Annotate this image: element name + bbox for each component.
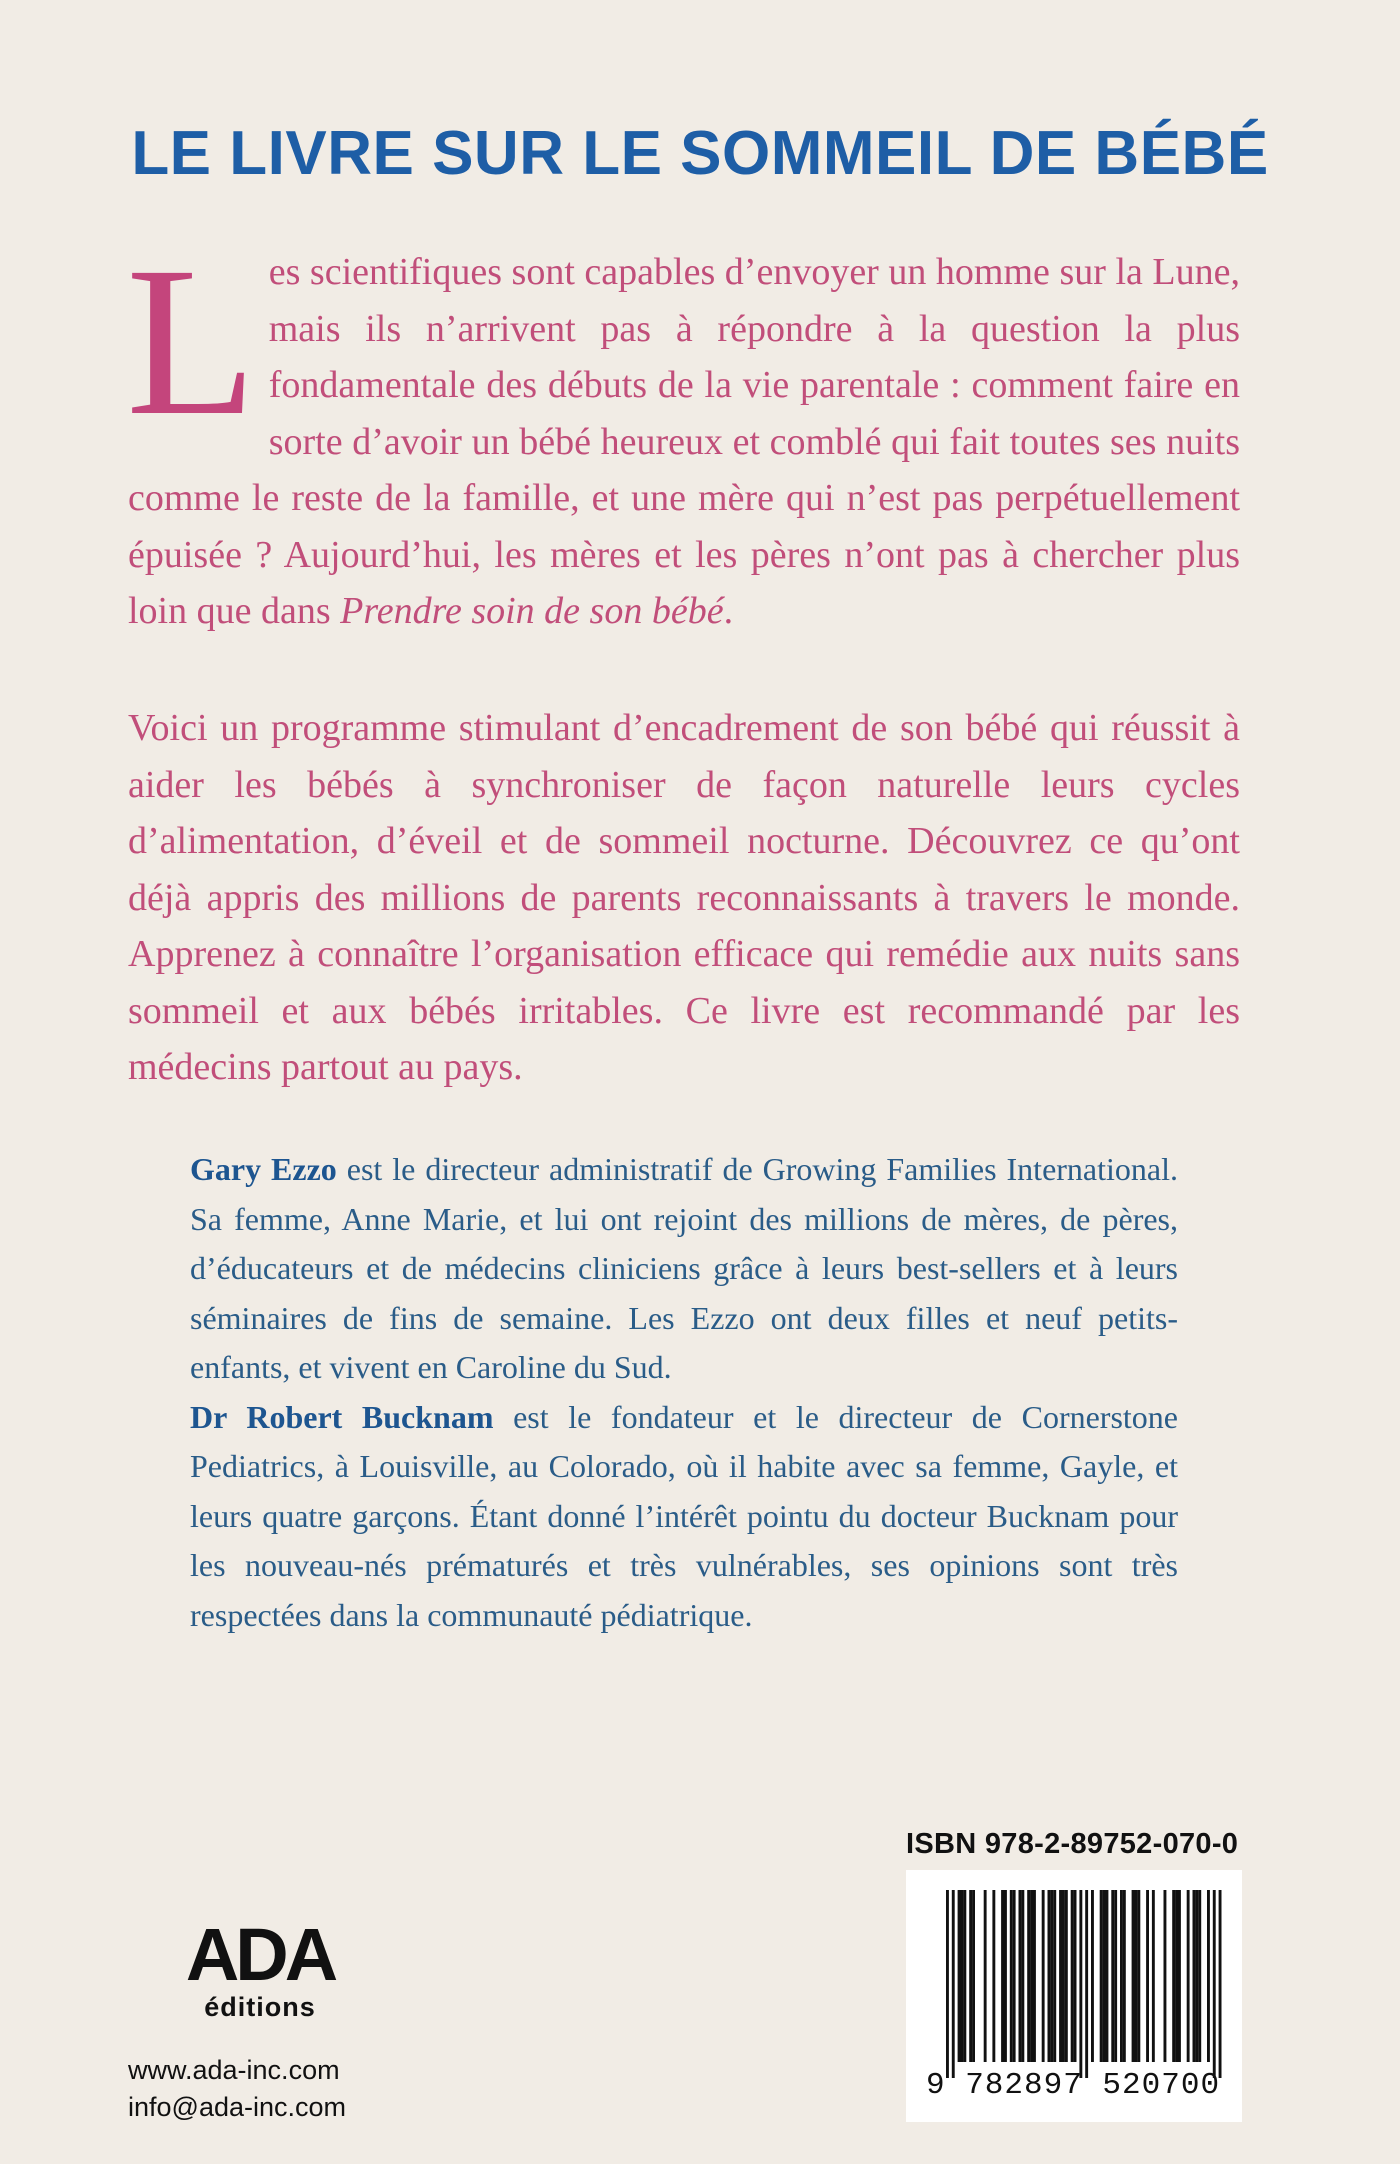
barcode-bar — [1074, 1890, 1077, 2062]
barcode-bar — [984, 1890, 987, 2062]
intro-text-end: . — [723, 590, 734, 632]
drop-cap: L — [126, 223, 257, 460]
barcode-bar — [1132, 1890, 1135, 2062]
barcode-bar — [1187, 1890, 1190, 2062]
barcode-bar — [1030, 1890, 1033, 2062]
barcode-bar — [1146, 1890, 1149, 2062]
barcode-bar — [1111, 1890, 1114, 2062]
author2-bio-text: est le fondateur et le directeur de Cornerstone Pediatrics, à Louisville, au Colorado, où il habite avec sa femme, Gayle, et leurs quatre garçons. Étant donné l’intérêt pointu du docteur Bucknam pour les nouveau-nés prématurés et très vulnérables, ses opinions sont très respectées dans la communauté pédiatrique. — [190, 1398, 1179, 1633]
publisher-email: info@ada-inc.com — [128, 2092, 347, 2122]
program-paragraph: Voici un programme stimulant d’encadrement de son bébé qui réussit à aider les bébés à synchroniser de façon naturelle leurs cycles d’alimentation, d’éveil et de sommeil nocturne. Découvrez ce qu’ont déjà appris des millions de parents reconnaissants à travers le monde. Apprenez à connaître l’organisation efficace qui remédie aux nuits sans sommeil et aux bébés irritables. Ce livre est recommandé par les médecins partout au pays. — [128, 707, 1240, 1088]
barcode-bar — [963, 1890, 966, 2062]
author1-name: Gary Ezzo — [190, 1151, 337, 1187]
barcode-digits: 9 782897 520700 — [926, 2068, 1221, 2103]
barcode-bar — [1013, 1890, 1016, 2062]
barcode-bar — [1103, 1890, 1106, 2062]
barcode-bar — [1114, 1890, 1117, 2062]
isbn-label: ISBN 978-2-89752-070-0 — [906, 1828, 1239, 1860]
author-bio — [190, 1145, 1178, 1640]
barcode-bar — [1178, 1890, 1181, 2062]
barcode-bar — [961, 1890, 964, 2062]
barcode-bar — [1213, 1890, 1216, 2078]
barcode-bar — [1059, 1890, 1062, 2062]
barcode-bar — [1085, 1890, 1088, 2078]
barcode-bar — [1152, 1890, 1155, 2062]
barcode-bar — [1172, 1890, 1175, 2062]
barcode-bar — [952, 1890, 955, 2078]
intro-text: es scientifiques sont capables d’envoyer un homme sur la Lune, mais ils n’arrivent pas à répondre à la question la plus fondamentale des débuts de la vie parentale : comment faire en sorte d’avoir un bébé heureux et comblé qui fait toutes ses nuits comme le reste de la famille, et une mère qui n’est pas perpétuellement épuisée ? Aujourd’hui, les mères et les pères n’ont pas à chercher plus loin que dans — [128, 251, 1240, 632]
barcode-bar — [1195, 1890, 1198, 2062]
barcode-bar — [1021, 1890, 1024, 2062]
barcode-bar — [1123, 1890, 1126, 2062]
barcode-bar — [1193, 1890, 1196, 2062]
barcode-bar — [1065, 1890, 1068, 2062]
barcode-bar — [1164, 1890, 1167, 2062]
barcode-bar — [1050, 1890, 1053, 2062]
barcode-bar — [1137, 1890, 1140, 2062]
barcode-bar — [1062, 1890, 1065, 2062]
barcode-bar — [1100, 1890, 1103, 2062]
publisher-website: www.ada-inc.com — [128, 2055, 340, 2085]
barcode-bar — [1219, 1890, 1222, 2078]
barcode-bar — [1042, 1890, 1045, 2062]
barcode-bar — [1033, 1890, 1036, 2062]
book-reference-italic: Prendre soin de son bébé — [340, 590, 724, 632]
barcode-bar — [1175, 1890, 1178, 2062]
barcode-bar — [969, 1890, 972, 2062]
author2-name: Dr Robert Bucknam — [190, 1398, 494, 1435]
barcode-bar — [958, 1890, 961, 2062]
barcode-bar — [1079, 1890, 1082, 2078]
barcode-bar — [1053, 1890, 1056, 2062]
barcode-bar — [992, 1890, 995, 2062]
barcode-bar — [1019, 1890, 1022, 2062]
barcode-bar — [1207, 1890, 1210, 2062]
barcode-bar — [1120, 1890, 1123, 2062]
publisher-logo-subtext: éditions — [204, 1992, 316, 2022]
publisher-logo — [180, 1913, 340, 2048]
barcode-bar — [1001, 1890, 1004, 2062]
book-title: LE LIVRE SUR LE SOMMEIL DE BÉBÉ — [131, 119, 1269, 188]
barcode-bar — [972, 1890, 975, 2062]
barcode-bar — [1198, 1890, 1201, 2062]
author1-bio-text: est le directeur administratif de Growing Families International. Sa femme, Anne Marie, et lui ont rejoint des millions de mères, de pères, d’éducateurs et de médecins cliniciens grâce à leurs best-sellers et à leurs séminaires de fins de semaine. Les Ezzo ont deux filles et neuf petits-enfants, et vivent en Caroline du Sud. — [190, 1151, 1179, 1385]
barcode-bar — [1048, 1890, 1051, 2062]
barcode-bar — [1135, 1890, 1138, 2062]
barcode-bar — [1004, 1890, 1007, 2062]
barcode-bar — [1027, 1890, 1030, 2062]
barcode-bar — [1010, 1890, 1013, 2062]
barcode-bar — [1091, 1890, 1094, 2062]
barcode — [906, 1870, 1242, 2122]
publisher-logo-text: ADA — [185, 1913, 335, 1996]
barcode-bar — [1071, 1890, 1074, 2062]
barcode-bar — [1106, 1890, 1109, 2062]
intro-paragraph — [126, 223, 1240, 640]
barcode-bar — [946, 1890, 949, 2078]
